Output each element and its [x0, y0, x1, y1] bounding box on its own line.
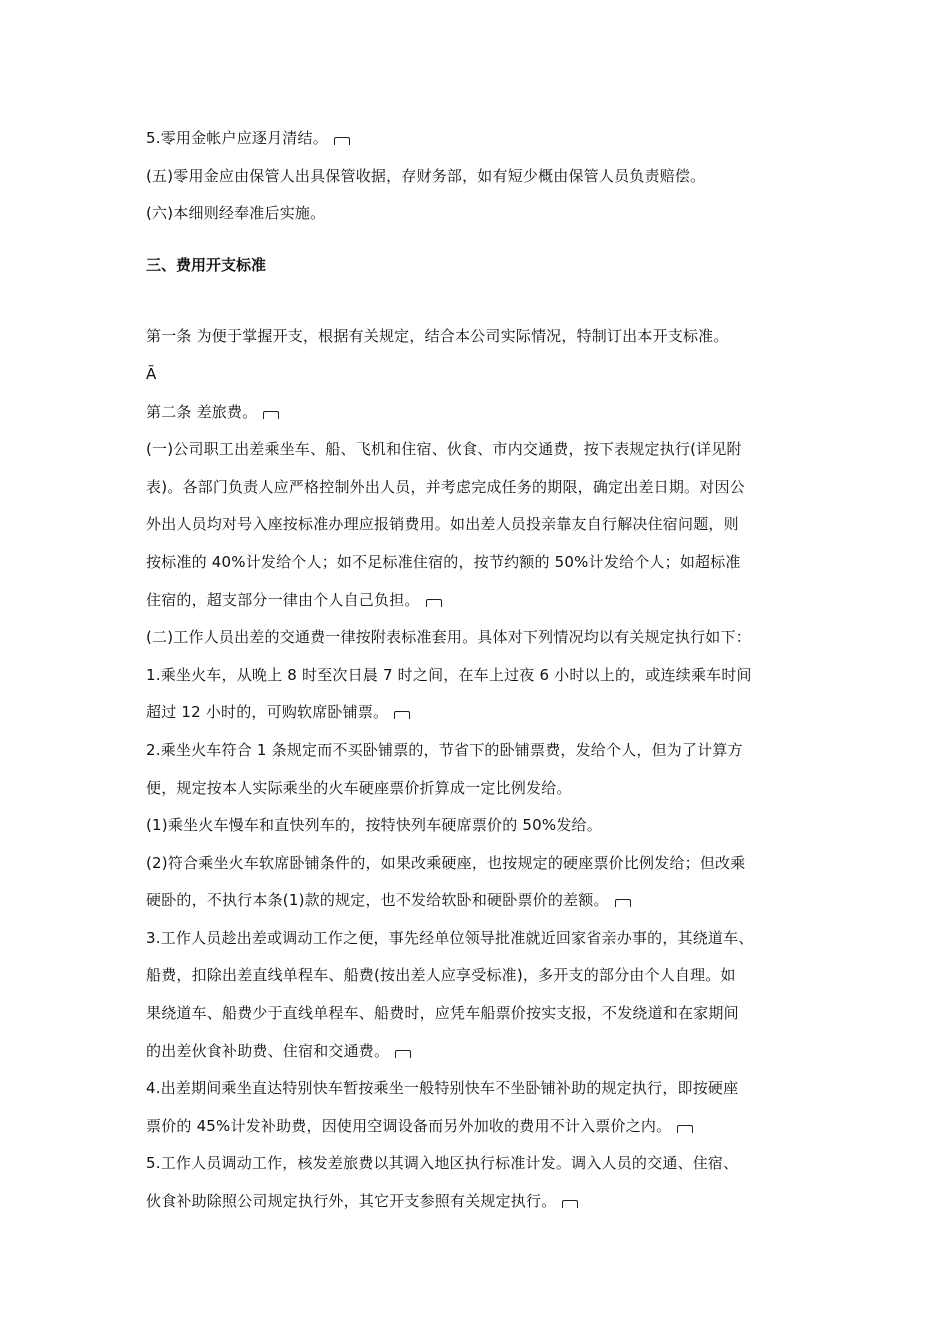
text-line-content: 票价的 45%计发补助费，因使用空调设备而另外加收的费用不计入票价之内。 [146, 1116, 672, 1135]
text-line [146, 694, 816, 732]
text-line-content: 便，规定按本人实际乘坐的火车硬座票价折算成一定比例发给。 [146, 778, 572, 797]
text-line-content: 住宿的，超支部分一律由个人自己负担。 [146, 590, 420, 609]
paragraph-mark-icon [426, 599, 442, 607]
text-line [146, 1033, 816, 1071]
text-line [146, 318, 816, 356]
paragraph-mark-icon [562, 1200, 578, 1208]
text-line-content: 4.出差期间乘坐直达特别快车暂按乘坐一般特别快车不坐卧铺补助的规定执行，即按硬座 [146, 1079, 739, 1098]
paragraph-mark-icon [334, 137, 350, 145]
text-line [146, 845, 816, 883]
text-line-content: 硬卧的，不执行本条(1)款的规定，也不发给软卧和硬卧票价的差额。 [146, 891, 609, 910]
body-paragraph-block [146, 318, 816, 1220]
text-line [146, 770, 816, 808]
text-line-content: (六)本细则经奉准后实施。 [146, 204, 326, 223]
text-line [146, 995, 816, 1033]
text-line-content: 超过 12 小时的，可购软席卧铺票。 [146, 703, 389, 722]
text-line [146, 582, 816, 620]
top-paragraph-block [146, 120, 816, 233]
paragraph-mark-icon [395, 1050, 411, 1058]
text-line-content: (2)符合乘坐火车软席卧铺条件的，如果改乘硬座，也按规定的硬座票价比例发给；但改乘 [146, 853, 746, 872]
text-line [146, 394, 816, 432]
text-line-content: (五)零用金应由保管人出具保管收据，存财务部，如有短少概由保管人员负责赔偿。 [146, 166, 706, 185]
text-line-content: 第二条 差旅费。 [146, 402, 258, 421]
text-line [146, 807, 816, 845]
text-line [146, 1070, 816, 1108]
text-line-content: 5.工作人员调动工作，核发差旅费以其调入地区执行标准计发。调入人员的交通、住宿、 [146, 1154, 739, 1173]
text-line [146, 619, 816, 657]
text-line [146, 469, 816, 507]
text-line [146, 506, 816, 544]
text-line-content: 果绕道车、船费少于直线单程车、船费时，应凭车船票价按实支报，不发绕道和在家期间 [146, 1004, 739, 1023]
text-line [146, 1183, 816, 1221]
section-heading: 三、费用开支标准 [146, 255, 267, 274]
text-line-content: 船费，扣除出差直线单程车、船费(按出差人应享受标准)，多开支的部分由个人自理。如 [146, 966, 736, 985]
text-line [146, 657, 816, 695]
text-line-content: 5.零用金帐户应逐月清结。 [146, 129, 328, 147]
text-line [146, 1145, 816, 1183]
text-line-content: 3.工作人员趁出差或调动工作之便，事先经单位领导批准就近回家省亲办事的，其绕道车、 [146, 928, 754, 947]
text-line [146, 120, 816, 158]
text-line-content: 的出差伙食补助费、住宿和交通费。 [146, 1041, 390, 1060]
text-line-content: 外出人员均对号入座按标准办理应报销费用。如出差人员投亲靠友自行解决住宿问题，则 [146, 515, 739, 534]
text-line-content: (1)乘坐火车慢车和直快列车的，按特快列车硬席票价的 50%发给。 [146, 816, 602, 835]
text-line-content: 伙食补助除照公司规定执行外，其它开支参照有关规定执行。 [146, 1192, 557, 1211]
text-line [146, 195, 816, 233]
text-line [146, 920, 816, 958]
text-line-content: 1.乘坐火车，从晚上 8 时至次日晨 7 时之间，在车上过夜 6 小时以上的，或连续乘车时间 [146, 665, 752, 684]
text-line [146, 544, 816, 582]
text-line-content: 按标准的 40%计发给个人；如不足标准住宿的，按节约额的 50%计发给个人；如超标准 [146, 552, 741, 571]
text-line-content: 2.乘坐火车符合 1 条规定而不买卧铺票的，节省下的卧铺票费，发给个人，但为了计算方 [146, 740, 743, 759]
paragraph-mark-icon [263, 411, 279, 419]
text-line [146, 1108, 816, 1146]
text-line [146, 431, 816, 469]
text-line [146, 158, 816, 196]
document-page [146, 120, 816, 1221]
paragraph-mark-icon [394, 711, 410, 719]
text-line-content: 表)。各部门负责人应严格控制外出人员，并考虑完成任务的期限，确定出差日期。对因公 [146, 477, 745, 496]
text-line [146, 957, 816, 995]
text-line [146, 732, 816, 770]
text-line-content: (一)公司职工出差乘坐车、船、飞机和住宿、伙食、市内交通费，按下表规定执行(详见附 [146, 440, 742, 459]
paragraph-mark-icon [615, 899, 631, 907]
paragraph-mark-icon [677, 1125, 693, 1133]
text-line-content: 第一条 为便于掌握开支，根据有关规定，结合本公司实际情况，特制订出本开支标准。 [146, 327, 729, 346]
text-line-content: (二)工作人员出差的交通费一律按附表标准套用。具体对下列情况均以有关规定执行如下： [146, 628, 751, 647]
text-line [146, 356, 816, 394]
text-line [146, 882, 816, 920]
text-line-content: Ã [146, 364, 157, 383]
